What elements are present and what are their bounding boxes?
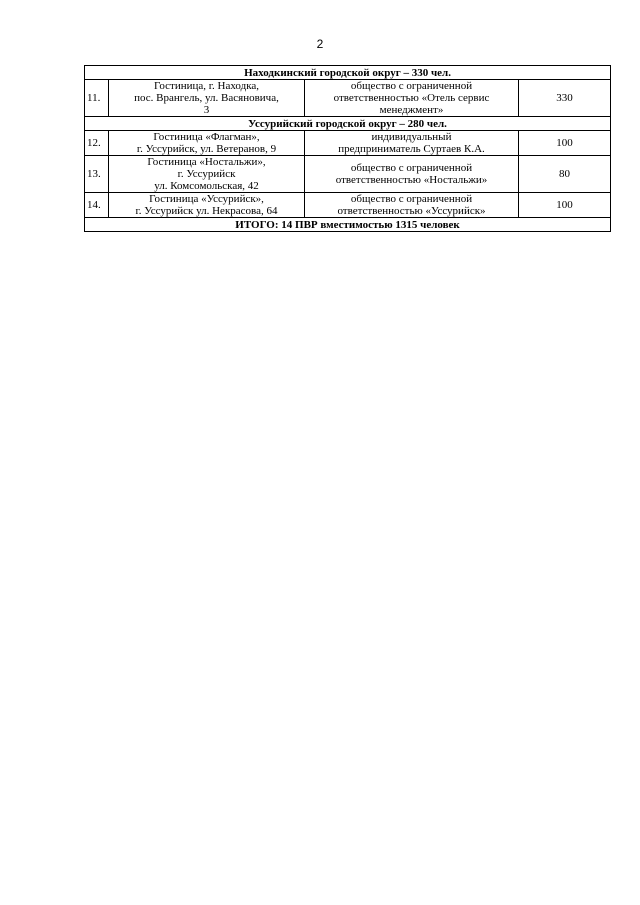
address-line: Гостиница «Ностальжи», [147,156,266,168]
address-line: г. Уссурийск [177,168,236,180]
row-number: 13. [85,156,109,193]
section-header-row [85,117,611,131]
organization-line: ответственностью «Отель сервис [333,92,490,104]
table-row [85,193,611,218]
organization-cell [305,131,519,156]
organization-line: общество с ограниченной [350,80,473,92]
hotel-address-cell [109,131,305,156]
organization-line: ответственностью «Ностальжи» [335,174,488,186]
section-title: Уссурийский городской округ – 280 чел. [85,117,611,131]
organization-line: общество с ограниченной [350,162,473,174]
page-number: 2 [316,37,324,51]
organization-line: общество с ограниченной [350,193,473,205]
address-line: г. Уссурийск ул. Некрасова, 64 [135,205,278,217]
table-row [85,131,611,156]
address-line: Гостиница, г. Находка, [153,80,260,92]
capacity-cell: 100 [519,131,611,156]
address-line: г. Уссурийск, ул. Ветеранов, 9 [136,143,277,155]
organization-line: индивидуальный [371,131,452,143]
row-number: 12. [85,131,109,156]
address-line: пос. Врангель, ул. Васяновича, [134,92,279,104]
hotel-address-cell [109,156,305,193]
section-header-row [85,66,611,80]
capacity-cell: 100 [519,193,611,218]
hotel-address-cell [109,80,305,117]
section-title: Находкинский городской округ – 330 чел. [85,66,611,80]
hotel-address-cell [109,193,305,218]
organization-line: предприниматель Суртаев К.А. [338,143,485,155]
accommodation-table [84,65,611,232]
address-line: ул. Комсомольская, 42 [154,180,259,192]
row-number: 11. [85,80,109,117]
organization-cell [305,156,519,193]
address-line: 3 [203,104,210,116]
organization-line: ответственностью «Уссурийск» [337,205,486,217]
address-line: Гостиница «Флагман», [153,131,260,143]
table-row [85,156,611,193]
total-row [85,218,611,232]
total-summary: ИТОГО: 14 ПВР вместимостью 1315 человек [85,218,611,232]
organization-cell [305,193,519,218]
capacity-cell: 330 [519,80,611,117]
table-row [85,80,611,117]
organization-cell [305,80,519,117]
row-number: 14. [85,193,109,218]
organization-line: менеджмент» [379,104,444,116]
address-line: Гостиница «Уссурийск», [149,193,264,205]
capacity-cell: 80 [519,156,611,193]
